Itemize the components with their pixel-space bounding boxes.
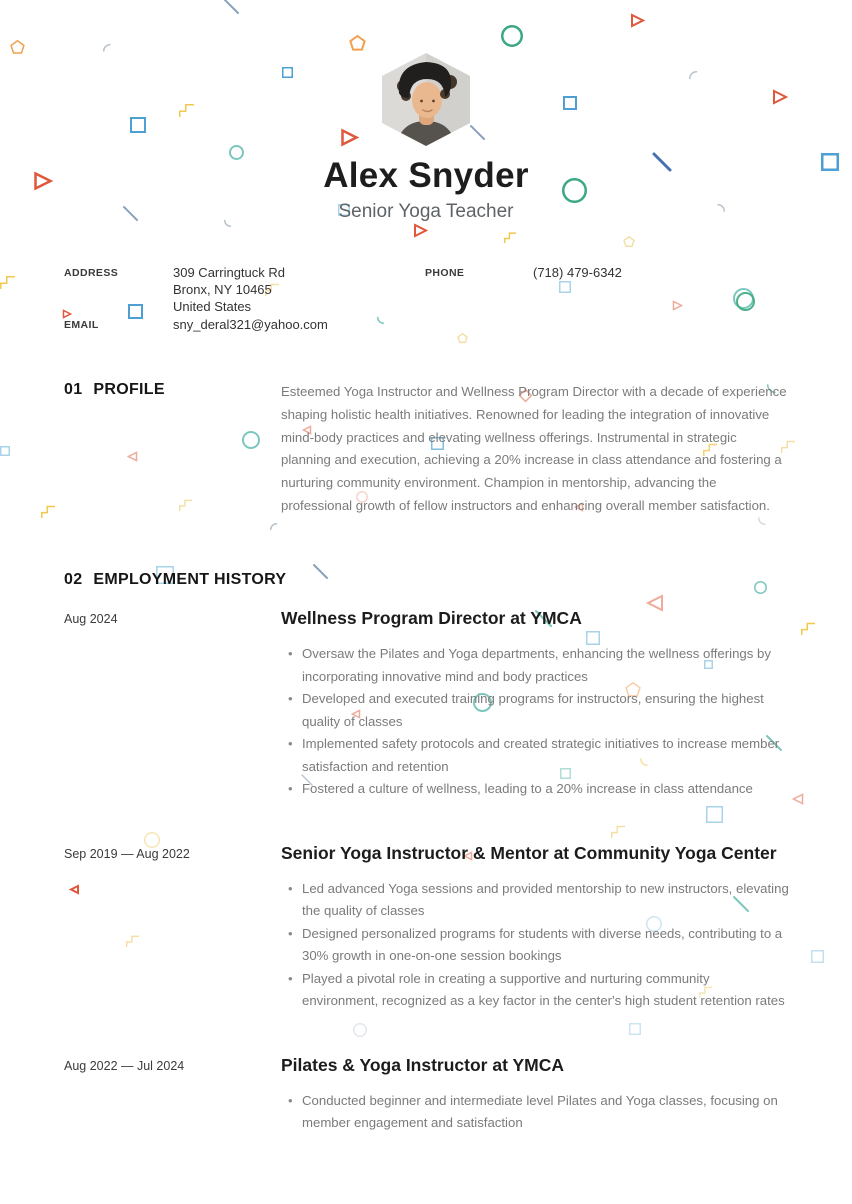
job-entry [0, 1053, 852, 1135]
job-bullet [281, 643, 789, 688]
bullet-text: Conducted beginner and intermediate level Pilates and Yoga classes, focusing on member engagement and satisfaction [302, 1092, 778, 1130]
bullet-icon: • [288, 970, 293, 986]
bullet-icon: • [288, 736, 293, 751]
job-title: Senior Yoga Instructor & Mentor at Community Yoga Center [281, 842, 777, 863]
job-bullet [281, 733, 789, 778]
email-label: EMAIL [64, 319, 99, 331]
email-value: sny_deral321@yahoo.com [173, 317, 328, 332]
section-number: 01 [64, 381, 83, 398]
section-heading-profile [64, 381, 165, 399]
address-line-3: United States [173, 299, 252, 314]
section-heading-employment [64, 571, 286, 589]
candidate-job-title: Senior Yoga Teacher [338, 201, 514, 222]
section-title: EMPLOYMENT HISTORY [93, 571, 287, 588]
phone-value: (718) 479-6342 [533, 265, 622, 280]
bullet-text: Developed and executed training programs for instructors, ensuring the highest quality of classes [302, 691, 764, 729]
job-bullets [281, 643, 789, 801]
profile-summary: Esteemed Yoga Instructor and Wellness Program Director with a decade of experience shaping holistic health initiatives. Renowned for leading the integration of innovative mind-body practices and elevating wellness offerings. Instrumental in strategic planning and execution, achieving a 20% increase in class attendance and fostering a nurturing community environment. Champion in mentorship, advancing the professional growth of fellow instructors and enhancing overall member satisfaction. [281, 384, 787, 513]
bullet-text: Fostered a culture of wellness, leading to a 20% increase in class attendance [302, 781, 753, 796]
job-bullet [281, 968, 789, 1013]
bullet-text: Led advanced Yoga sessions and provided mentorship to new instructors, elevating the quality of classes [302, 880, 789, 918]
address-line-2: Bronx, NY 10465 [173, 282, 272, 297]
profile-photo [382, 53, 470, 146]
job-title: Wellness Program Director at YMCA [281, 608, 582, 628]
address-label: ADDRESS [64, 267, 119, 279]
section-number: 02 [64, 571, 83, 588]
bullet-icon: • [288, 781, 293, 796]
job-dates: Aug 2024 [64, 612, 118, 626]
job-bullets [281, 1090, 789, 1135]
job-bullet [281, 688, 789, 733]
job-entry [0, 606, 852, 801]
candidate-name: Alex Snyder [323, 156, 529, 195]
job-bullet [281, 1090, 789, 1135]
bullet-text: Implemented safety protocols and created strategic initiatives to increase member satisfaction and retention [302, 736, 780, 774]
bullet-icon: • [288, 1092, 293, 1108]
job-dates: Sep 2019 — Aug 2022 [64, 846, 190, 861]
bullet-text: Designed personalized programs for students with diverse needs, contributing to a 30% growth in one-on-one session bookings [302, 925, 783, 963]
job-bullet [281, 778, 789, 801]
address-line-1: 309 Carringtuck Rd [173, 265, 285, 280]
job-bullets [281, 878, 789, 1013]
section-title: PROFILE [93, 381, 165, 398]
bullet-text: Played a pivotal role in creating a supportive and nurturing community environment, recognized as a key factor in the center's high student retention rates [302, 970, 785, 1008]
bullet-text: Oversaw the Pilates and Yoga departments, enhancing the wellness offerings by incorporating innovative mind and body practices [302, 646, 771, 684]
job-entry [0, 841, 852, 1013]
job-dates: Aug 2022 — Jul 2024 [64, 1058, 185, 1073]
bullet-icon: • [288, 925, 293, 941]
bullet-icon: • [288, 880, 293, 896]
bullet-icon: • [288, 691, 293, 706]
profile-photo-image [382, 53, 470, 146]
job-bullet [281, 878, 789, 923]
phone-label: PHONE [425, 267, 465, 279]
job-title: Pilates & Yoga Instructor at YMCA [281, 1054, 564, 1075]
address-value [173, 264, 285, 315]
job-bullet [281, 923, 789, 968]
employment-jobs [0, 606, 852, 1175]
bullet-icon: • [288, 646, 293, 661]
